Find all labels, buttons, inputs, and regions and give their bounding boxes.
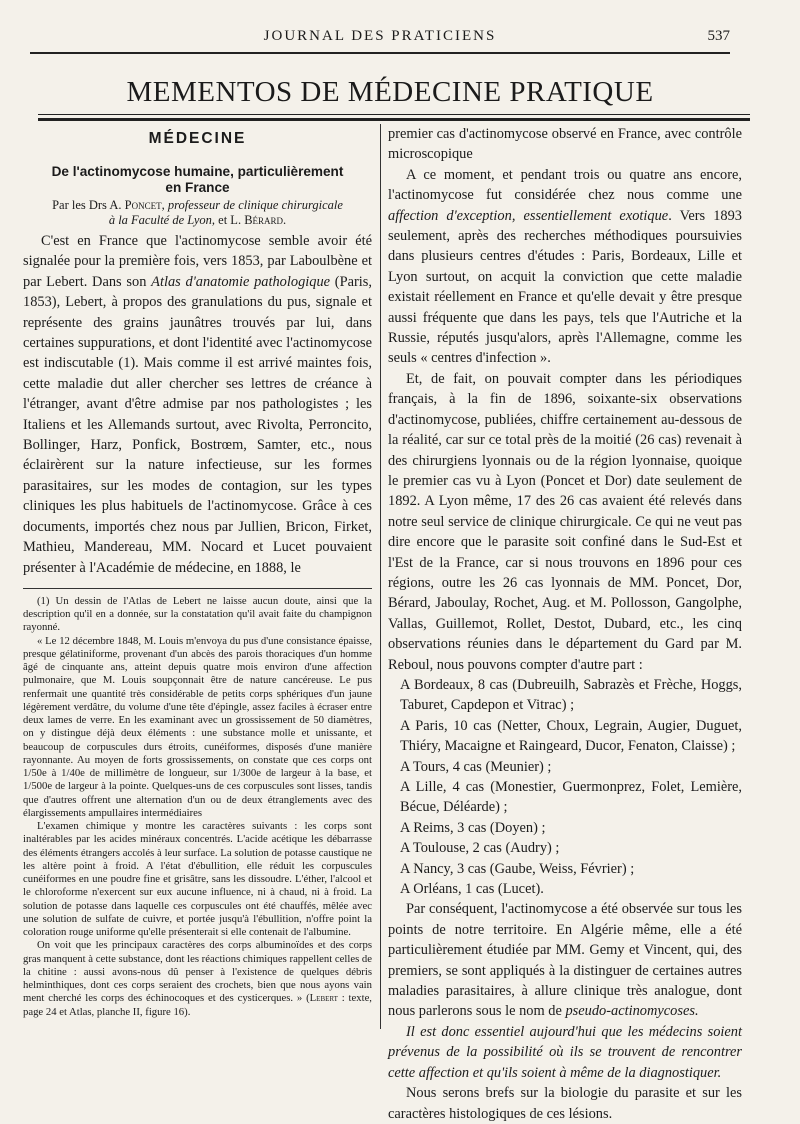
- p2-text-italic: affection d'exception, essentiellement exotique: [388, 207, 669, 224]
- footnote-rule: [23, 588, 372, 589]
- byline-end: .: [283, 213, 287, 227]
- list-item-bordeaux: A Bordeaux, 8 cas (Dubreuilh, Sabrazès et Frèche, Hoggs, Taburet, Capdepon et Vitrac) ;: [400, 676, 742, 714]
- banner-rule-thin: [38, 114, 750, 115]
- article-title-line-1: De l'actinomycose humaine, particulièrement: [51, 164, 344, 179]
- paragraph-intro: [23, 231, 372, 578]
- left-column: [23, 124, 372, 1019]
- p4-text-a: Par conséquent, l'actinomycose a été observée sur tous les points de notre territoire. En Algérie même, elle a été particulièrement étudiée par MM. Gemy et Vincent, qui, des premiers, se sont appliqués à la distinguer de certaines autres maladies parasitaires, à allure clinique très analogue, dont nous parlerons sous le nom de: [388, 901, 742, 1020]
- header-rule: [30, 52, 730, 54]
- byline-author-1: Poncet: [124, 198, 162, 212]
- p4-text-italic: pseudo-actinomycoses.: [565, 1003, 699, 1020]
- column-divider: [380, 124, 381, 1029]
- paragraph-closing: Nous serons brefs sur la biologie du parasite et sur les caractères histologiques de ces lésions.: [388, 1085, 742, 1122]
- fn4-text-b: : texte, page 24 et Atlas, planche II, figure 16).: [23, 992, 372, 1018]
- footnote-conclusion: [23, 939, 372, 1019]
- banner-title: MEMENTOS DE MÉDECINE PRATIQUE: [126, 76, 654, 108]
- p2-text-a: A ce moment, et pendant trois ou quatre ans encore, l'actinomycose fut considérée chez nous comme une: [388, 166, 742, 204]
- section-title: MÉDECINE: [148, 130, 247, 147]
- footnote-quote: « Le 12 décembre 1848, M. Louis m'envoya du pus d'une consistance épaisse, presque gélatiniforme, provenant d'un abcès des parois thoraciques d'un homme âgé de cinquante ans, atteint depuis quatre mois environ d'une affection pulmonaire, que M. Louis soupçonnait être de nature cancéreuse. Le pus renfermait une quantité très considérable de petits corps sphériques d'un jaune légèrement verdâtre, du volume d'une tête d'épingle, assez faciles à écraser entre deux lames de verre. En les examinant avec un grossissement de 50 diamètres, on y distingue déjà deux éléments : une substance molle et unissante, et beaucoup de corpuscules durs étroits, cunéiformes, disposés d'une manière rayonnante. Au moyen de forts grossissements, on constate que ces corps ont 1/50e à 1/40e de millimètre de longueur, sur 1/300e de largeur à la base, et 1/500e de largeur à la pointe. Quelques-uns de ces corpuscules sont lisses, tandis que d'autres offrent une alternation d'un ou de deux étranglements avec des élargissements ampullaires intermédiaires: [23, 634, 372, 819]
- byline-prefix: Par les Drs A.: [52, 198, 125, 212]
- byline-faculty: à la Faculté de Lyon,: [108, 213, 216, 227]
- list-item-paris: A Paris, 10 cas (Netter, Choux, Legrain, Augier, Duguet, Thiéry, Macaigne et Raingeard, Ducor, Fenaton, Claisse) ;: [400, 717, 742, 755]
- list-item-tours: A Tours, 4 cas (Meunier) ;: [400, 758, 552, 775]
- journal-title: JOURNAL DES PRATICIENS: [263, 28, 497, 44]
- article-title: [23, 164, 372, 196]
- fn4-author: Lebert: [309, 992, 338, 1005]
- page-number: 537: [707, 28, 730, 44]
- paragraph-territory: [388, 899, 742, 1021]
- list-item-nancy: A Nancy, 3 cas (Gaube, Weiss, Février) ;: [400, 860, 635, 877]
- byline-and: et L.: [215, 213, 245, 227]
- footnote-chemistry: L'examen chimique y montre les caractères suivants : les corps sont inaltérables par les acides minéraux concentrés. L'acide acétique les débarrasse des éléments étrangers accolés à leur surface. La solution de potasse caustique ne les altère point à froid. A l'état d'ébullition, elle réduit les corpuscules cunéiformes en une poudre fine et grisâtre, sans les dissoudre. L'éther, l'alcool et le chloroforme n'exercent sur eux aucune influence, ni à chaud, ni à froid. La solution de potasse dans laquelle ces corpuscules ont été chauffés, mêlée avec une solution de sulfate de cuivre, et portée jusqu'à l'ébullition, n'offre point la coloration rouge uniforme qu'elle présenterait si elle contenait de l'albumine.: [23, 820, 372, 939]
- p2-text-b: . Vers 1893 seulement, après des recherches méthodiques poursuivies dans plusieurs centres d'études : Paris, Bordeaux, Lille et Lyon surtout, on acquit la conviction que cette maladie existait réellement en France et qu'elle devait y être presque aussi fréquente que dans les pays, tels que l'Autriche et la Russie, réputés jusqu'alors, après l'Allemagne, comme les seuls « centres d'infection ».: [388, 207, 742, 367]
- list-item-toulouse: A Toulouse, 2 cas (Audry) ;: [400, 840, 560, 857]
- byline: [23, 198, 372, 228]
- article-title-line-2: en France: [165, 180, 230, 195]
- footnote-1: (1) Un dessin de l'Atlas de Lebert ne laisse aucun doute, ainsi que la description qu'il en a donnée, sur la constatation qu'il avait faite du champignon rayonné.: [23, 594, 372, 634]
- paragraph-continuation: premier cas d'actinomycose observé en France, avec contrôle microscopique: [388, 126, 742, 163]
- paragraph-essential: [388, 1022, 742, 1083]
- p1-text-b: (Paris, 1853), Lebert, à propos des granulations du pus, signale et représente des grains jaunâtres trouvés par lui, dans certaines suppurations, et dont l'identité avec l'actinomycose est indiscutable (1). Mais comme il est arrivé maintes fois, cette maladie dut aller chercher ses lettres de créance à l'étranger, avant d'être admise par nos pathologistes ; les Italiens et les Allemands surtout, avec Rivolta, Perroncito, Bollinger, Harz, Ponfick, Bostrœm, Samter, etc., nous éclairèrent sur la nature infectieuse, sur les formes parasitaires, sur les modes de contagion, sur les types cliniques les plus habituels de l'actinomycose. Grâce à ces documents, importés chez nous par Jullien, Bricon, Firket, Mathieu, Mandereau, MM. Nocard et Lucet pouvaient présenter à l'Académie de médecine, en 1888, le: [23, 273, 372, 576]
- list-item-orleans: A Orléans, 1 cas (Lucet).: [400, 881, 544, 898]
- banner-rule-thick: [38, 118, 750, 121]
- p5-text-italic: Il est donc essentiel aujourd'hui que les médecins soient prévenus de la possibilité où ils se trouvent de rencontrer cette affection et qu'ils soient à même de la diagnostiquer.: [388, 1023, 742, 1081]
- byline-role: , professeur de clinique chirurgicale: [161, 198, 343, 212]
- running-header: [30, 28, 730, 48]
- list-item-reims: A Reims, 3 cas (Doyen) ;: [400, 819, 546, 836]
- right-column: [388, 124, 742, 1124]
- p1-text-a: C'est en France que l'actinomycose semble avoir été signalée pour la première fois, vers 1853, par Laboulbène et par Lebert. Dans son: [23, 233, 372, 290]
- p1-text-italic: Atlas d'anatomie pathologique: [151, 273, 331, 290]
- paragraph-exotic: [388, 165, 742, 369]
- fn4-text-a: On voit que les principaux caractères des corps albuminoïdes et des corps gras manquent à cette substance, dont les réactions chimiques rappellent celles de la chitine : aussi avons-nous dû penser à l'existence de quelques débris helminthiques, dont ces corps seraient des crochets, bien que nous ayons vain ment cherché les corps des échinocoques et des cysticerques. » (: [23, 939, 372, 1005]
- paragraph-statistics: Et, de fait, on pouvait compter dans les périodiques français, à la fin de 1896, soixante-six observations d'actinomycose, publiées, chiffre certainement au-dessous de la réalité, car sur ce total près de la moitié (26 cas) revenait à des chirurgiens lyonnais ou de la région lyonnaise, quoique le premier cas vu à Lyon (Poncet et Dor) date seulement de 1892. A Lyon même, 17 des 26 cas avaient été relevés dans notre seul service de clinique chirurgicale. Ce qui ne veut pas dire encore que le parasite soit confiné dans le Sud-Est et l'Est de la France, car si nous trouvons en 1896 pour ces régions, outre les 26 cas lyonnais de MM. Poncet, Dor, Bérard, Jaboulay, Rochet, Aug. et M. Pollosson, Gangolphe, Vallas, Guillemot, Rollet, Destot, Dubard, etc., les cinq observations réunies dans le département du Gard par M. Reboul, nous pouvons compter d'autre part :: [388, 370, 742, 673]
- byline-author-2: Bérard: [244, 213, 284, 227]
- list-item-lille: A Lille, 4 cas (Monestier, Guermonprez, Folet, Lemière, Bécue, Déléarde) ;: [400, 779, 742, 816]
